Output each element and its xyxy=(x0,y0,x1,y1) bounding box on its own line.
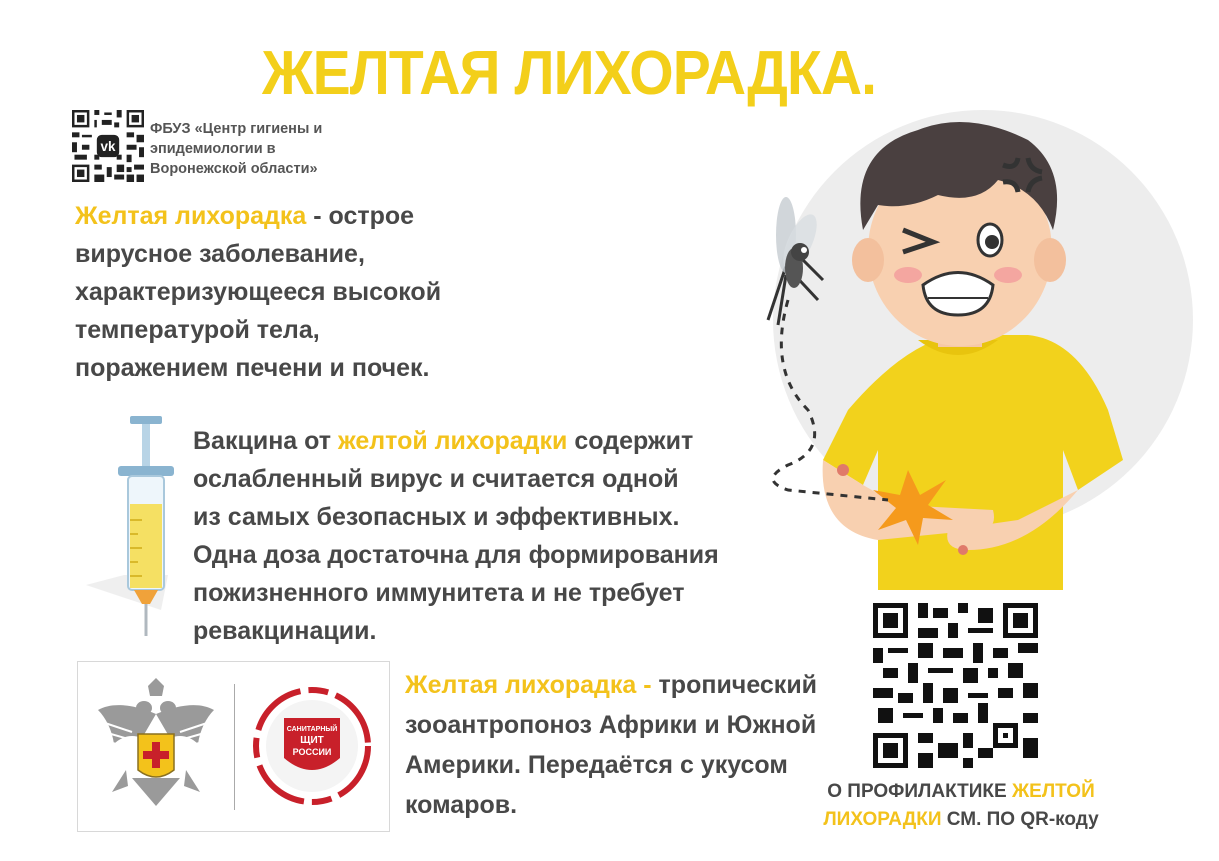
vk-icon: vk xyxy=(100,139,116,155)
highlight-term: Желтая лихорадка - xyxy=(405,671,652,699)
page-title: ЖЕЛТАЯ ЛИХОРАДКА. xyxy=(262,39,877,108)
qr-code-large[interactable] xyxy=(873,603,1038,768)
svg-text:САНИТАРНЫЙ: САНИТАРНЫЙ xyxy=(286,726,338,733)
qr-code-small[interactable] xyxy=(72,110,144,182)
svg-text:ЩИТ: ЩИТ xyxy=(300,735,324,746)
sanitary-shield-logo xyxy=(250,684,374,808)
svg-text:РОССИИ: РОССИИ xyxy=(292,747,332,757)
syringe-icon xyxy=(76,410,196,660)
transmission-text: Желтая лихорадка - тропический зооантропоноз Африки и Южной Америки. Передаётся с укусом комаров. xyxy=(405,671,818,819)
vaccine-text: Вакцина от желтой лихорадки содержит ослабленный вирус и считается одной из самых безопасных и эффективных. Одна доза достаточна для формирования пожизненного иммунитета и не требует ревакцинации. xyxy=(193,427,719,645)
qr-caption: О ПРОФИЛАКТИКЕ ЖЕЛТОЙ ЛИХОРАДКИ СМ. ПО QR-коду xyxy=(823,781,1099,830)
organization-name: ФБУЗ «Центр гигиены и эпидемиологии в Воронежской области» xyxy=(150,121,323,177)
definition-text: Желтая лихорадка - острое вирусное заболевание, характеризующееся высокой температурой тела, поражением печени и почек. xyxy=(75,202,442,382)
sick-boy-mosquito-illustration xyxy=(728,110,1198,600)
highlight-term: Желтая лихорадка xyxy=(75,202,307,230)
rospotrebnadzor-emblem xyxy=(92,674,220,814)
logos-panel xyxy=(77,661,390,832)
logo-divider xyxy=(234,684,235,810)
highlight-term: желтой лихорадки xyxy=(338,427,568,455)
